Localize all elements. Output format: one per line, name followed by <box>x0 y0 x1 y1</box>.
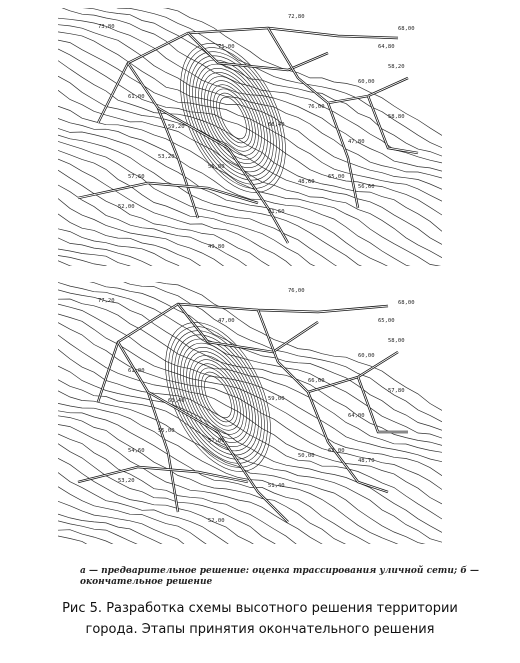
contour-line <box>58 90 442 257</box>
elevation-label: 66,00 <box>308 378 325 384</box>
contour-line <box>58 229 442 266</box>
elevation-label: 68,00 <box>398 26 415 32</box>
elevation-label: 66,40 <box>268 122 285 128</box>
elevation-label: 73,80 <box>98 24 115 30</box>
elevation-label: 58,20 <box>388 64 405 70</box>
map-legend: а — предварительное решение: оценка трассирования уличной сети; б — окончательное решение <box>80 566 479 587</box>
elevation-label: 58,80 <box>388 114 405 120</box>
contour-line <box>58 411 442 544</box>
hill-contour <box>168 37 299 198</box>
caption-line-2: города. Этапы принятия окончательного решения <box>85 622 435 637</box>
elevation-label: 77,20 <box>98 298 115 304</box>
map-preliminary <box>58 8 442 266</box>
elevation-label: 65,00 <box>328 174 345 180</box>
contour-line <box>58 304 442 462</box>
contour-line <box>58 536 442 544</box>
contour-line <box>58 141 442 266</box>
caption-line-1: Рис 5. Разработка схемы высотного решения территории <box>62 601 458 616</box>
contour-map-preliminary <box>58 8 442 266</box>
contour-map-final <box>58 282 442 544</box>
elevation-label: 47,80 <box>348 139 365 145</box>
elevation-label: 57,00 <box>208 438 225 444</box>
elevation-label: 53,20 <box>158 154 175 160</box>
elevation-label: 60,00 <box>358 353 375 359</box>
elevation-label: 64,00 <box>348 413 365 419</box>
figure-caption <box>0 598 520 640</box>
elevation-label: 68,00 <box>398 300 415 306</box>
elevation-label: 59,00 <box>268 396 285 402</box>
elevation-label: 76,00 <box>308 104 325 110</box>
elevation-label: 62,00 <box>328 448 345 454</box>
elevation-label: 76,00 <box>288 288 305 294</box>
elevation-label: 55,00 <box>158 428 175 434</box>
contour-line <box>58 521 442 544</box>
elevation-label: 59,20 <box>168 124 185 130</box>
elevation-label: 47,00 <box>218 318 235 324</box>
elevation-label: 53,20 <box>118 478 135 484</box>
elevation-label: 54,60 <box>128 448 145 454</box>
elevation-label: 71,00 <box>218 44 235 50</box>
elevation-label: 50,00 <box>298 453 315 459</box>
elevation-label: 56,60 <box>358 184 375 190</box>
elevation-label: 60,00 <box>358 79 375 85</box>
elevation-label: 48,70 <box>358 458 375 464</box>
elevation-label: 51,60 <box>268 209 285 215</box>
elevation-label: 49,80 <box>208 244 225 250</box>
street <box>188 33 328 70</box>
hill-contour <box>199 372 237 422</box>
elevation-label: 55,00 <box>208 164 225 170</box>
contour-line <box>58 487 442 544</box>
contour-line <box>58 249 442 266</box>
street-centerline <box>128 63 198 218</box>
contour-line <box>58 238 442 266</box>
contour-line <box>58 8 442 135</box>
street-centerline <box>188 33 328 70</box>
hill-contour <box>201 78 264 158</box>
street-centerline <box>368 96 418 153</box>
hill-contour <box>153 316 284 477</box>
contour-line <box>58 380 442 543</box>
street <box>308 392 388 492</box>
elevation-label: 72,80 <box>288 14 305 20</box>
elevation-label: 51,40 <box>268 483 285 489</box>
street <box>368 96 418 153</box>
elevation-label: 52,00 <box>208 518 225 524</box>
map-final <box>58 282 442 544</box>
street <box>268 28 408 103</box>
street-centerline <box>268 28 408 103</box>
elevation-label: 52,00 <box>118 204 135 210</box>
contour-line <box>58 314 442 476</box>
elevation-label: 64,80 <box>378 44 395 50</box>
contour-line <box>58 473 442 545</box>
street <box>128 63 198 218</box>
elevation-label: 57,60 <box>128 174 145 180</box>
contour-line <box>58 282 442 430</box>
elevation-label: 48,60 <box>298 179 315 185</box>
elevation-label: 57,80 <box>388 388 405 394</box>
street <box>78 183 258 203</box>
elevation-label: 61,00 <box>128 94 145 100</box>
elevation-label: 58,00 <box>388 338 405 344</box>
elevation-label: 61,00 <box>128 368 145 374</box>
contour-line <box>58 501 442 544</box>
street-centerline <box>308 392 388 492</box>
elevation-label: 63,40 <box>168 398 185 404</box>
elevation-label: 65,00 <box>378 318 395 324</box>
